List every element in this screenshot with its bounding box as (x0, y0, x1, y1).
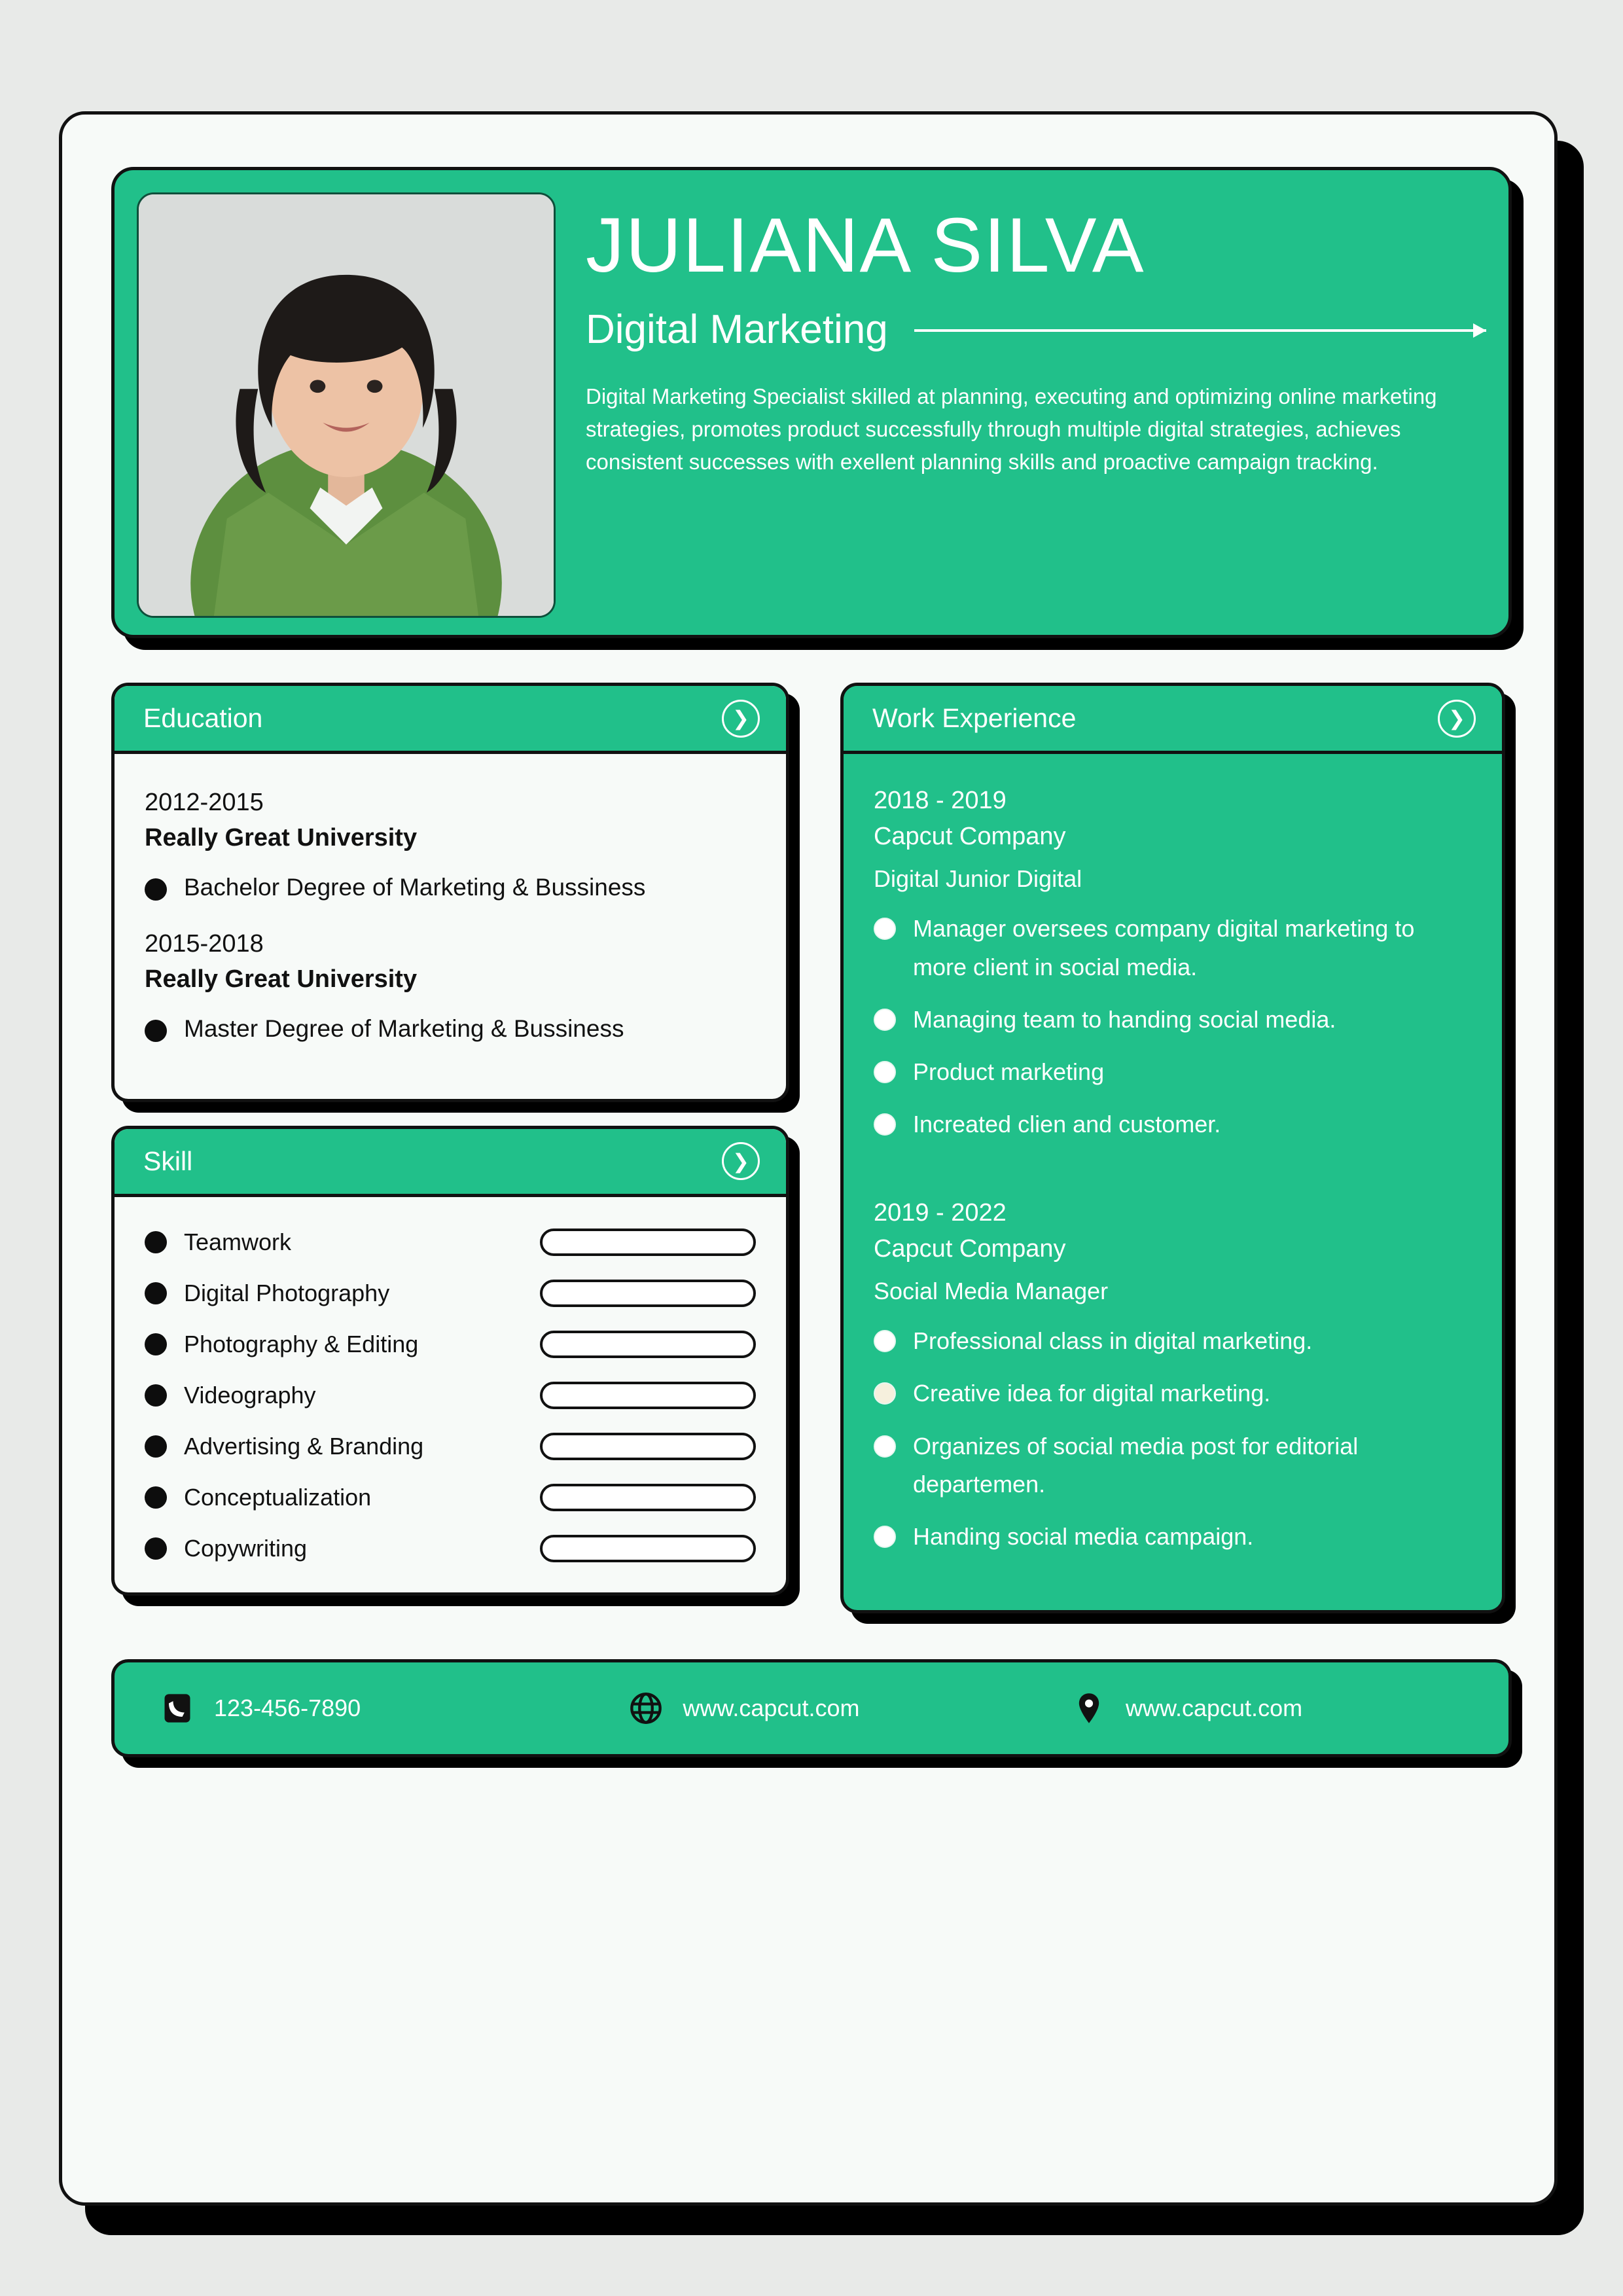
education-section (111, 683, 789, 1102)
header-text (586, 192, 1486, 613)
list-item (874, 910, 1472, 986)
education-degree: Bachelor Degree of Marketing & Bussiness (184, 873, 646, 901)
skill-label: Photography & Editing (184, 1330, 419, 1357)
work-section (840, 683, 1505, 1613)
list-item (145, 1331, 756, 1358)
bullet-icon (874, 1382, 896, 1405)
education-degree: Master Degree of Marketing & Bussiness (184, 1015, 624, 1043)
education-school: Really Great University (145, 965, 418, 994)
phone-icon (160, 1691, 194, 1725)
work-bullet: Managing team to handing social media. (912, 1005, 1336, 1033)
work-bullet: Creative idea for digital marketing. (912, 1380, 1271, 1407)
chevron-right-icon[interactable]: ❯ (722, 700, 760, 738)
skill-label: Advertising & Branding (184, 1432, 424, 1460)
phone-text: 123-456-7890 (214, 1694, 361, 1721)
header-card (111, 167, 1512, 638)
left-column (111, 683, 789, 1613)
avatar (137, 192, 556, 618)
contact-phone[interactable] (160, 1691, 629, 1725)
work-bullet: Increated clien and customer. (912, 1111, 1221, 1138)
work-entry (874, 1195, 1472, 1556)
list-item (145, 1229, 756, 1256)
role-row (586, 306, 1486, 353)
bullet-icon (145, 1282, 167, 1304)
bullet-icon (874, 1009, 896, 1031)
education-degree-item (145, 1012, 756, 1047)
skill-meter (540, 1535, 756, 1562)
location-pin-icon (1072, 1691, 1106, 1725)
skill-label: Digital Photography (184, 1279, 390, 1306)
skill-header (115, 1129, 786, 1197)
skill-section (111, 1126, 789, 1596)
list-item (145, 1280, 756, 1307)
work-title: Work Experience (872, 703, 1077, 733)
work-bullet: Handing social media campaign. (912, 1523, 1254, 1551)
list-item (874, 1518, 1472, 1556)
education-body (115, 754, 786, 1099)
skill-card (111, 1126, 789, 1596)
work-company: Capcut Company (873, 1234, 1066, 1263)
education-title: Education (143, 703, 263, 733)
bullet-icon (145, 1435, 167, 1458)
list-item (874, 1374, 1472, 1412)
bullet-icon (874, 1330, 896, 1352)
work-card (840, 683, 1505, 1613)
list-item (145, 1484, 756, 1511)
arrow-icon (914, 320, 1486, 340)
work-role: Digital Junior Digital (873, 865, 1082, 893)
list-item (874, 1001, 1472, 1039)
skill-meter (540, 1484, 756, 1511)
bullet-icon (874, 1435, 896, 1458)
work-bullet: Professional class in digital marketing. (912, 1327, 1313, 1354)
work-body (844, 754, 1502, 1610)
bullet-icon (874, 1113, 896, 1136)
work-bullet: Manager oversees company digital marketing to more client in social media. (912, 915, 1415, 980)
list-item (145, 1535, 756, 1562)
list-item (874, 1105, 1472, 1143)
skill-title: Skill (143, 1145, 193, 1176)
bullet-icon (145, 878, 167, 901)
contact-website[interactable] (629, 1691, 1072, 1725)
bullet-icon (145, 1231, 167, 1253)
work-bullet: Organizes of social media post for editorial departemen. (912, 1432, 1359, 1498)
contact-bar (111, 1659, 1512, 1757)
address-text: www.capcut.com (1125, 1694, 1303, 1721)
education-school: Really Great University (145, 823, 418, 852)
education-header (115, 686, 786, 754)
bullet-icon (874, 1526, 896, 1548)
work-entry (874, 783, 1472, 1144)
skill-meter (540, 1382, 756, 1409)
bullet-icon (874, 1061, 896, 1083)
profile-summary: Digital Marketing Specialist skilled at planning, executing and optimizing online marketing strategies, promotes product successfully through multiple digital strategies, achieves consistent successes with exellent planning skills and proactive campaign tracking. (586, 384, 1437, 475)
chevron-right-icon[interactable]: ❯ (722, 1142, 760, 1180)
footer-section (111, 1659, 1505, 1757)
list-item (874, 1322, 1472, 1360)
education-entry (145, 785, 756, 905)
bullet-icon (145, 1384, 167, 1407)
right-column (840, 683, 1505, 1613)
bullet-icon (145, 1486, 167, 1509)
skill-meter (540, 1229, 756, 1256)
work-company: Capcut Company (873, 823, 1066, 851)
list-item (874, 1053, 1472, 1091)
skill-meter (540, 1433, 756, 1460)
bullet-icon (874, 918, 896, 940)
education-date: 2015-2018 (145, 930, 264, 958)
skill-meter (540, 1331, 756, 1358)
skill-label: Videography (184, 1381, 316, 1408)
skill-body (115, 1197, 786, 1592)
list-item (145, 1433, 756, 1460)
header-section (111, 167, 1505, 638)
education-card (111, 683, 789, 1102)
skill-label: Teamwork (184, 1228, 292, 1255)
work-role: Social Media Manager (873, 1277, 1109, 1304)
education-entry (145, 927, 756, 1046)
work-date: 2019 - 2022 (873, 1198, 1007, 1227)
bullet-icon (145, 1537, 167, 1560)
resume-sheet (59, 111, 1558, 2206)
spacer (874, 1158, 1472, 1195)
content-columns (111, 683, 1505, 1613)
list-item (145, 1382, 756, 1409)
page-title: JULIANA SILVA (586, 202, 1145, 289)
role-title: Digital Marketing (586, 307, 888, 352)
chevron-right-icon[interactable]: ❯ (1438, 700, 1476, 738)
skill-label: Conceptualization (184, 1483, 372, 1511)
bullet-icon (145, 1333, 167, 1355)
bullet-icon (145, 1020, 167, 1042)
skill-meter (540, 1280, 756, 1307)
education-date: 2012-2015 (145, 789, 264, 816)
skill-label: Copywriting (184, 1534, 308, 1562)
education-degree-item (145, 870, 756, 905)
work-header (844, 686, 1502, 754)
list-item (874, 1427, 1472, 1504)
globe-icon (629, 1691, 663, 1725)
work-date: 2018 - 2019 (873, 787, 1007, 814)
contact-address[interactable] (1072, 1691, 1463, 1725)
work-bullet: Product marketing (912, 1058, 1105, 1086)
website-text: www.capcut.com (683, 1694, 860, 1721)
